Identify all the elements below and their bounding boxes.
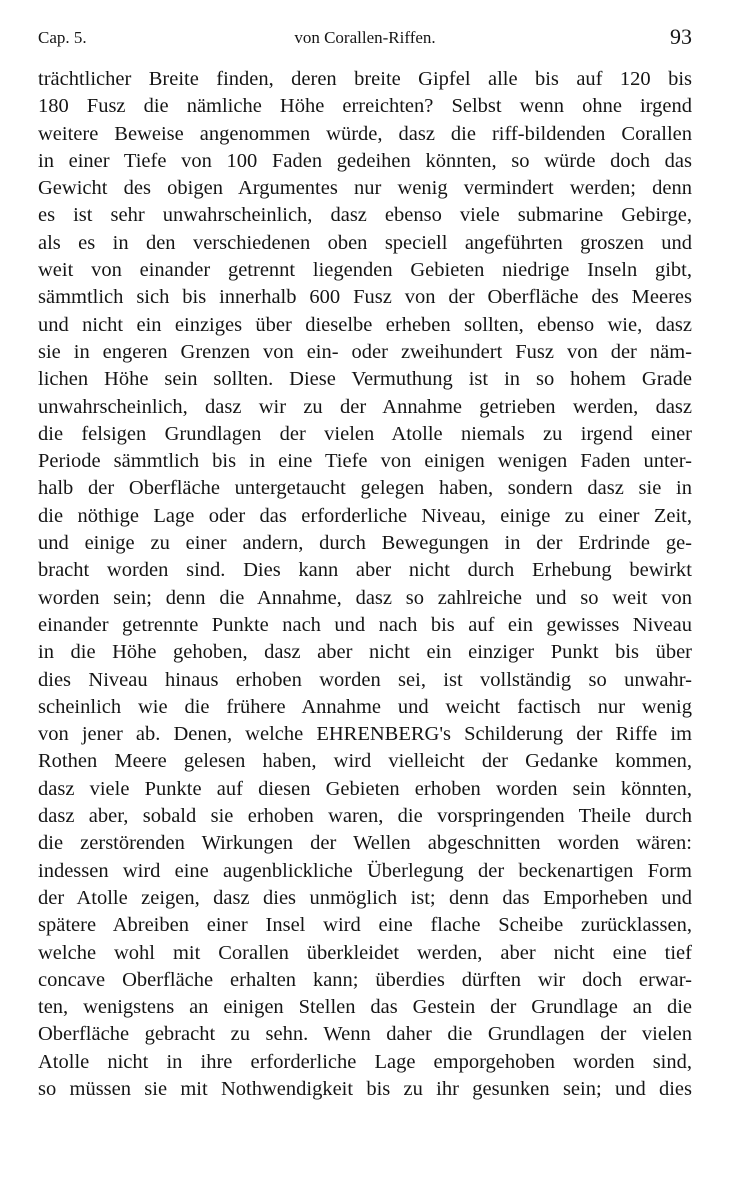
text-line: und nicht ein einziges über dieselbe erheben sollten, ebenso wie, dasz — [38, 313, 692, 336]
text-line: indessen wird eine augenblickliche Überlegung der beckenartigen Form — [38, 859, 692, 882]
text-line: unwahrscheinlich, dasz wir zu der Annahme getrieben werden, dasz — [38, 395, 692, 418]
text-line: die zerstörenden Wirkungen der Wellen abgeschnitten worden wären: — [38, 832, 692, 855]
text-line: 180 Fusz die nämliche Höhe erreichten? Selbst wenn ohne irgend — [38, 95, 692, 118]
text-line: Oberfläche gebracht zu sehn. Wenn daher die Grundlagen der vielen — [38, 1023, 692, 1046]
text-line: und einige zu einer andern, durch Bewegungen in der Erdrinde ge- — [38, 532, 692, 555]
text-line: sie in engeren Grenzen von ein- oder zweihundert Fusz von der näm- — [38, 340, 692, 363]
chapter-label: Cap. 5. — [38, 28, 87, 47]
text-line: worden sein; denn die Annahme, dasz so zahlreiche und so weit von — [38, 586, 692, 609]
text-line: dasz aber, sobald sie erhoben waren, die vorspringenden Theile durch — [38, 805, 692, 828]
text-line: die felsigen Grundlagen der vielen Atolle niemals zu irgend einer — [38, 422, 692, 445]
text-line: trächtlicher Breite finden, deren breite Gipfel alle bis auf 120 bis — [38, 68, 692, 90]
running-title: von Corallen-Riffen. — [294, 28, 436, 47]
text-line: scheinlich wie die frühere Annahme und weicht factisch nur wenig — [38, 695, 692, 718]
text-line: die nöthige Lage oder das erforderliche Niveau, einige zu einer Zeit, — [38, 504, 692, 527]
text-line: Gewicht des obigen Argumentes nur wenig vermindert werden; denn — [38, 177, 692, 200]
text-line: Periode sämmtlich bis in eine Tiefe von einigen wenigen Faden unter- — [38, 450, 692, 473]
text-line: dasz viele Punkte auf diesen Gebieten erhoben worden sein könnten, — [38, 777, 692, 800]
page-number: 93 — [670, 24, 692, 49]
text-line: es ist sehr unwahrscheinlich, dasz ebenso viele submarine Gebirge, — [38, 204, 692, 227]
text-line: lichen Höhe sein sollten. Diese Vermuthung ist in so hohem Grade — [38, 368, 692, 391]
text-line: Atolle nicht in ihre erforderliche Lage emporgehoben worden sind, — [38, 1050, 692, 1073]
text-line: concave Oberfläche erhalten kann; überdies dürften wir doch erwar- — [38, 968, 692, 991]
text-line: Rothen Meere gelesen haben, wird vielleicht der Gedanke kommen, — [38, 750, 692, 773]
text-line: in einer Tiefe von 100 Faden gedeihen könnten, so würde doch das — [38, 149, 692, 172]
text-line: dies Niveau hinaus erhoben worden sei, ist vollständig so unwahr- — [38, 668, 692, 691]
text-line: sämmtlich sich bis innerhalb 600 Fusz von der Oberfläche des Meeres — [38, 286, 692, 309]
text-line: welche wohl mit Corallen überkleidet werden, aber nicht eine tief — [38, 941, 692, 964]
text-line: bracht worden sind. Dies kann aber nicht durch Erhebung bewirkt — [38, 559, 692, 582]
text-line: halb der Oberfläche untergetaucht gelegen haben, sondern dasz sie in — [38, 477, 692, 500]
text-line: als es in den verschiedenen oben speciell angeführten groszen und — [38, 231, 692, 254]
text-line: einander getrennte Punkte nach und nach bis auf ein gewisses Niveau — [38, 613, 692, 636]
body-text — [38, 66, 692, 1103]
text-line: ten, wenigstens an einigen Stellen das Gestein der Grundlage an die — [38, 996, 692, 1019]
text-line: weit von einander getrennt liegenden Gebieten niedrige Inseln gibt, — [38, 259, 692, 282]
text-line: von jener ab. Denen, welche EHRENBERG's Schilderung der Riffe im — [38, 723, 692, 746]
text-line: in die Höhe gehoben, dasz aber nicht ein einziger Punkt bis über — [38, 641, 692, 664]
text-line: spätere Abreiben einer Insel wird eine flache Scheibe zurücklassen, — [38, 914, 692, 937]
text-line: der Atolle zeigen, dasz dies unmöglich ist; denn das Emporheben und — [38, 886, 692, 909]
running-header — [38, 24, 692, 54]
text-line: weitere Beweise angenommen würde, dasz die riff-bildenden Corallen — [38, 122, 692, 145]
text-line: so müssen sie mit Nothwendigkeit bis zu ihr gesunken sein; und dies — [38, 1077, 692, 1100]
